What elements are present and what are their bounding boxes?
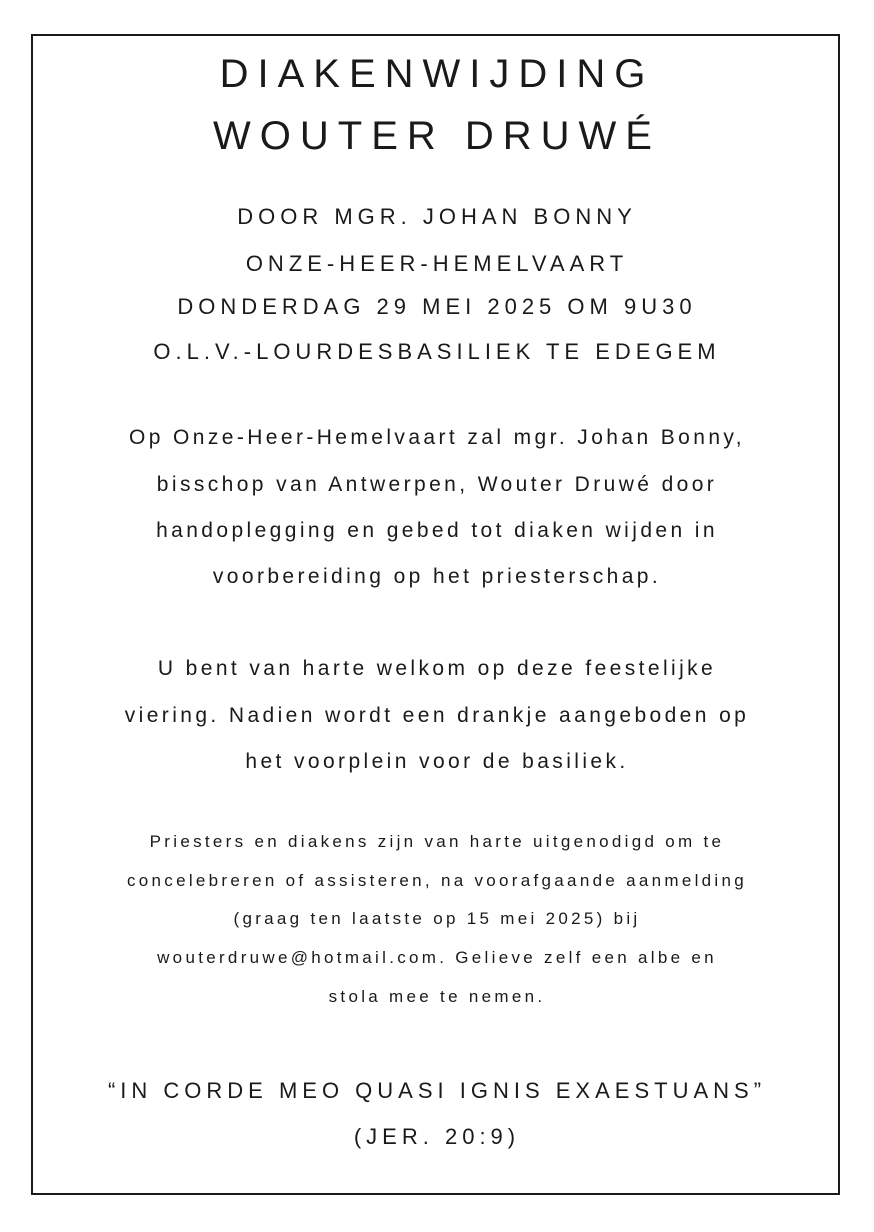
detail-feast: ONZE-HEER-HEMELVAART (245, 251, 629, 276)
paragraph3-line-1: Priesters en diakens zijn van harte uitgenodigd om te (149, 832, 725, 851)
paragraph1-line-4: voorbereiding op het priesterschap. (212, 565, 662, 588)
detail-date-time: DONDERDAG 29 MEI 2025 OM 9U30 (177, 294, 697, 319)
title-line-2: WOUTER DRUWÉ (213, 114, 661, 158)
scripture-reference: (JER. 20:9) (353, 1124, 521, 1149)
scripture-quote: “IN CORDE MEO QUASI IGNIS EXAESTUANS” (107, 1078, 767, 1103)
paragraph2-line-1: U bent van harte welkom op deze feestelijke (157, 657, 717, 680)
paragraph3-line-3: (graag ten laatste op 15 mei 2025) bij (233, 909, 641, 928)
paragraph2-line-2: viering. Nadien wordt een drankje aangeboden op (124, 704, 750, 727)
paragraph1-line-1: Op Onze-Heer-Hemelvaart zal mgr. Johan Bonny, (129, 426, 745, 449)
title-line-1: DIAKENWIJDING (219, 52, 655, 96)
paragraph1-line-3: handoplegging en gebed tot diaken wijden in (156, 519, 718, 542)
paragraph3-line-2: concelebreren of assisteren, na voorafgaande aanmelding (126, 871, 747, 890)
paragraph3-line-5: stola mee te nemen. (328, 987, 546, 1006)
paragraph3-line-4-email: wouterdruwe@hotmail.com. Gelieve zelf een albe en (157, 948, 717, 967)
detail-location: O.L.V.-LOURDESBASILIEK TE EDEGEM (153, 339, 721, 364)
detail-officiant: DOOR MGR. JOHAN BONNY (237, 204, 637, 229)
paragraph1-line-2: bisschop van Antwerpen, Wouter Druwé door (156, 473, 718, 496)
paragraph2-line-3: het voorplein voor de basiliek. (245, 750, 629, 773)
